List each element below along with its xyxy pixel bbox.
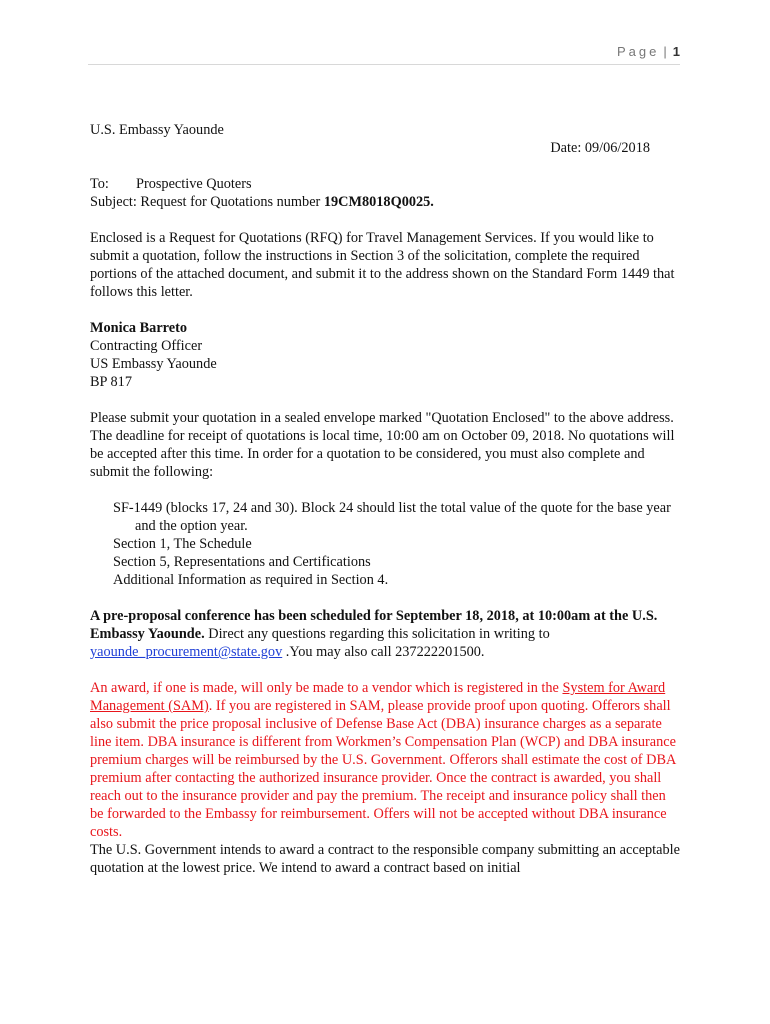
list-item: SF-1449 (blocks 17, 24 and 30). Block 24 should list the total value of the quote for the base year and the option year.	[113, 500, 671, 534]
email-link[interactable]: yaounde_procurement@state.gov	[90, 644, 283, 660]
contact-title: Contracting Officer	[90, 338, 203, 354]
sender: U.S. Embassy Yaounde	[90, 122, 224, 138]
conference-paragraph: A pre-proposal conference has been scheduled for September 18, 2018, at 10:00am at the U.S. Embassy Yaounde. Direct any questions regarding this solicitation in writing to yaounde_procurement@state.gov .You may also call 237222201500.	[90, 608, 658, 660]
page-number	[617, 44, 680, 59]
page-separator: |	[663, 44, 667, 59]
list-item: Section 5, Representations and Certifications	[113, 554, 371, 570]
list-item: Section 1, The Schedule	[113, 536, 252, 552]
conference-notice: A pre-proposal conference has been scheduled for September 18, 2018, at 10:00am at the U.S. Embassy Yaounde.	[90, 608, 658, 642]
sam-link[interactable]: System for Award Management (SAM)	[90, 680, 666, 714]
contact-name: Monica Barreto	[90, 320, 188, 336]
intro-paragraph: Enclosed is a Request for Quotations (RFQ) for Travel Management Services. If you would like to submit a quotation, follow the instructions in Section 3 of the solicitation, complete the required portions of the attached document, and submit it to the address shown on the Standard Form 1449 that follows this letter.	[90, 230, 675, 300]
sam-paragraph: An award, if one is made, will only be made to a vendor which is registered in the System for Award Management (SAM). If you are registered in SAM, please provide proof upon quoting. Offerors shall also submit the price proposal inclusive of Defense Base Act (DBA) insurance charges as a separate line item. DBA insurance is different from Workmen’s Compensation Plan (WCP) and DBA insurance premium charges will be reimbursed by the U.S. Government. Offerors shall estimate the cost of DBA premium after contacting the authorized insurance provider. Once the contract is awarded, you shall reach out to the insurance provider and pay the premium. The receipt and insurance policy shall then be forwarded to the Embassy for reimbursement. Offers will not be accepted without DBA insurance costs.	[90, 680, 676, 840]
closing-paragraph: The U.S. Government intends to award a contract to the responsible company submitting an acceptable quotation at the lowest price. We intend to award a contract based on initial	[90, 842, 680, 876]
subject-line	[90, 193, 680, 211]
requirements-list	[90, 499, 680, 589]
to-value: Prospective Quoters	[136, 176, 252, 192]
page-header	[88, 44, 680, 65]
letter-date: Date: 09/06/2018	[550, 140, 650, 156]
page-number-value: 1	[672, 44, 680, 59]
subject-prefix: Subject: Request for Quotations number	[90, 194, 324, 210]
list-item: Additional Information as required in Section 4.	[113, 572, 389, 588]
to-label: To:	[90, 176, 109, 192]
page-label: Page	[617, 44, 660, 59]
contact-box: BP 817	[90, 374, 132, 390]
to-line	[90, 175, 680, 193]
rfq-number: 19CM8018Q0025.	[323, 194, 434, 210]
contact-org: US Embassy Yaounde	[90, 356, 217, 372]
letter-body	[90, 121, 680, 877]
submit-paragraph: Please submit your quotation in a sealed envelope marked "Quotation Enclosed" to the above address. The deadline for receipt of quotations is local time, 10:00 am on October 09, 2018. No quotations will be accepted after this time. In order for a quotation to be considered, you must also complete and submit the following:	[90, 410, 675, 480]
